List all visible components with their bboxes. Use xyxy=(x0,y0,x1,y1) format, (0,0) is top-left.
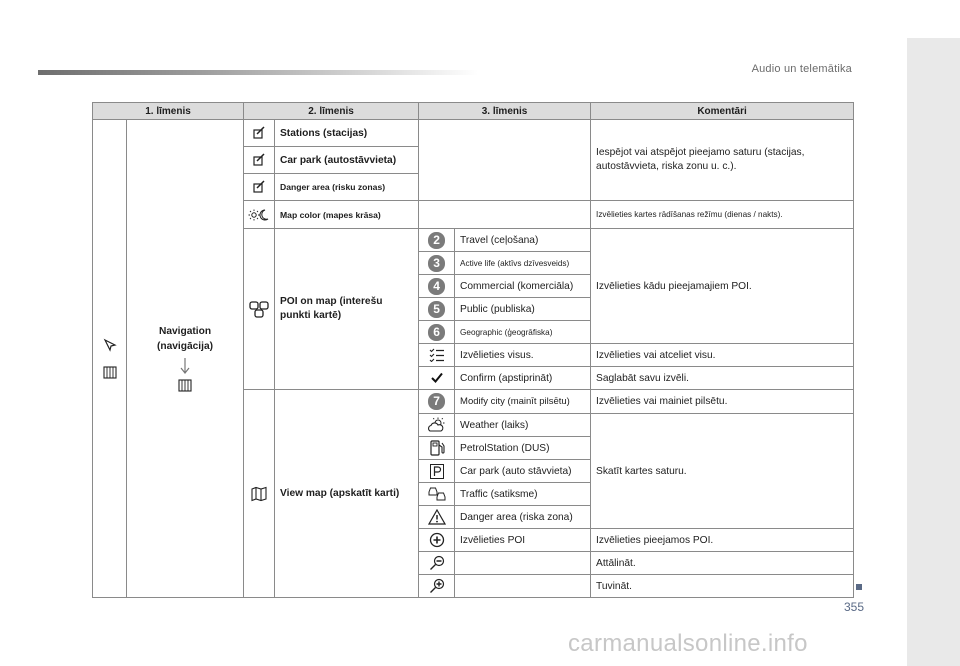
empty-cell xyxy=(455,552,591,575)
poi-num-cell xyxy=(419,321,455,344)
number-badge: 7 xyxy=(428,393,445,410)
zoom-out-comment: Attālināt. xyxy=(591,552,854,575)
petrol-icon xyxy=(429,439,445,457)
poi-num-cell xyxy=(419,275,455,298)
edit-icon-cell xyxy=(244,174,275,201)
col-header: 1. līmenis xyxy=(93,103,244,120)
poi-comment: Izvēlieties kādu pieejamajiem POI. xyxy=(591,229,854,344)
col-header: 2. līmenis xyxy=(244,103,419,120)
number-badge: 5 xyxy=(428,301,445,318)
select-poi-label: Izvēlieties POI xyxy=(455,529,591,552)
number-badge: 4 xyxy=(428,278,445,295)
poi-num-cell xyxy=(419,252,455,275)
poi-icon-cell xyxy=(244,229,275,390)
table-header xyxy=(93,103,854,120)
view-map-label: View map (apskatīt karti) xyxy=(275,390,419,598)
poi-commercial: Commercial (komerciāla) xyxy=(455,275,591,298)
checkmark-icon xyxy=(431,372,443,383)
edit-icon-cell xyxy=(244,120,275,147)
traffic-icon xyxy=(427,486,447,502)
plus-circle-icon-cell xyxy=(419,529,455,552)
danger-area-l3-label: Danger area (riska zona) xyxy=(455,506,591,529)
select-all-comment: Izvēlieties vai atceliet visu. xyxy=(591,344,854,367)
down-arrow-icon xyxy=(179,358,191,374)
stations-label: Stations (stacijas) xyxy=(275,120,419,147)
zoom-out-icon xyxy=(429,555,445,571)
zoom-in-icon-cell xyxy=(419,575,455,598)
nav-label-translation: (navigācija) xyxy=(156,341,214,352)
nav-label: Navigation xyxy=(158,326,212,337)
level1-navigation xyxy=(127,120,244,598)
view-content-comment: Skatīt kartes saturu. xyxy=(591,414,854,529)
zoom-out-icon-cell xyxy=(419,552,455,575)
danger-area-label: Danger area (risku zonas) xyxy=(275,174,419,201)
traffic-icon-cell xyxy=(419,483,455,506)
traffic-label: Traffic (satiksme) xyxy=(455,483,591,506)
number-badge: 6 xyxy=(428,324,445,341)
select-all-label: Izvēlieties visus. xyxy=(455,344,591,367)
poi-travel: Travel (ceļošana) xyxy=(455,229,591,252)
header-rule xyxy=(38,70,478,75)
empty-cell xyxy=(455,575,591,598)
number-badge: 2 xyxy=(428,232,445,249)
zoom-in-comment: Tuvināt. xyxy=(591,575,854,598)
page-marker xyxy=(856,584,862,590)
warning-icon xyxy=(428,509,446,525)
page-number: 355 xyxy=(843,600,864,614)
menu-table xyxy=(92,102,854,598)
select-poi-comment: Izvēlieties pieejamos POI. xyxy=(591,529,854,552)
number-badge: 3 xyxy=(428,255,445,272)
empty-cell xyxy=(419,201,591,229)
day-night-icon-cell xyxy=(244,201,275,229)
car-park-l3-label: Car park (auto stāvvieta) xyxy=(455,460,591,483)
plus-circle-icon xyxy=(429,532,445,548)
car-park-label: Car park (autostāvvieta) xyxy=(275,147,419,174)
checklist-icon xyxy=(429,348,445,362)
confirm-comment: Saglabāt savu izvēli. xyxy=(591,367,854,390)
weather-icon-cell xyxy=(419,414,455,437)
weather-label: Weather (laiks) xyxy=(455,414,591,437)
empty-cell xyxy=(419,120,591,201)
confirm-label: Confirm (apstiprināt) xyxy=(455,367,591,390)
edit-icon xyxy=(252,153,266,167)
watermark: carmanualsonline.info xyxy=(568,630,808,657)
zoom-in-icon xyxy=(429,578,445,594)
poi-geographic: Geographic (ģeogrāfiska) xyxy=(455,321,591,344)
poi-num-cell xyxy=(419,298,455,321)
poi-public: Public (publiska) xyxy=(455,298,591,321)
city-num-cell xyxy=(419,390,455,414)
parking-icon-cell xyxy=(419,460,455,483)
col-header: Komentāri xyxy=(591,103,854,120)
modify-city-label: Modify city (mainīt pilsētu) xyxy=(455,390,591,414)
edit-icon xyxy=(252,180,266,194)
col-header: 3. līmenis xyxy=(419,103,591,120)
modify-city-comment: Izvēlieties vai mainiet pilsētu. xyxy=(591,390,854,414)
checkmark-icon-cell xyxy=(419,367,455,390)
section-title: Audio un telemātika xyxy=(751,63,852,75)
weather-icon xyxy=(427,417,447,433)
edit-icon xyxy=(252,126,266,140)
level1-icons xyxy=(93,120,127,598)
warning-icon-cell xyxy=(419,506,455,529)
petrol-icon-cell xyxy=(419,437,455,460)
map-icon xyxy=(101,364,119,380)
map-icon xyxy=(176,377,194,393)
map-color-label: Map color (mapes krāsa) xyxy=(275,201,419,229)
checklist-icon-cell xyxy=(419,344,455,367)
parking-icon xyxy=(429,463,445,480)
map-color-comment: Izvēlieties kartes rādīšanas režīmu (dienas / nakts). xyxy=(591,201,854,229)
nav-arrow-icon xyxy=(102,337,118,353)
foldable-map-icon-cell xyxy=(244,390,275,598)
foldable-map-icon xyxy=(251,486,267,502)
poi-active-life: Active life (aktīvs dzīvesveids) xyxy=(455,252,591,275)
edit-icon-cell xyxy=(244,147,275,174)
poi-num-cell xyxy=(419,229,455,252)
poi-on-map-label: POI on map (interešu punkti kartē) xyxy=(275,229,419,390)
day-night-icon xyxy=(248,208,270,222)
show-content-comment: Iespējot vai atspējot pieejamo saturu (stacijas, autostāvvieta, riska zonu u. c.). xyxy=(591,120,854,201)
petrol-label: PetrolStation (DUS) xyxy=(455,437,591,460)
page-sidebar xyxy=(907,38,960,666)
poi-icon xyxy=(249,300,269,318)
table-row xyxy=(93,120,854,147)
